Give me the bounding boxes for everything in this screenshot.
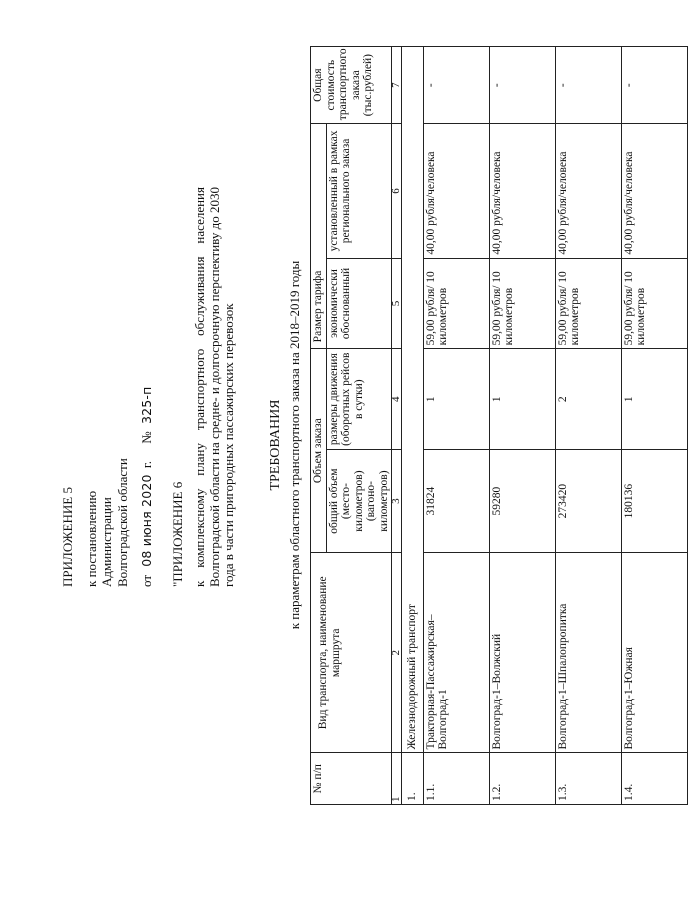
table-row: [489, 47, 555, 805]
row-traffic: 2: [555, 349, 621, 450]
header-tariff-regional: установленный в рамках регионального заказа: [326, 124, 392, 258]
date-value: 08 июня 2020: [139, 474, 154, 567]
table-row: [621, 47, 687, 805]
row-cost: -: [489, 47, 555, 124]
row-cost: -: [555, 47, 621, 124]
row-economic: 59,00 рубля/ 10 километров: [621, 258, 687, 349]
appendix5-line-2: Администрации: [99, 497, 114, 587]
row-traffic: 1: [621, 349, 687, 450]
appendix5-line-3: Волгоградской области: [114, 458, 130, 587]
document-subtitle: к параметрам областного транспортного заказа на 2018–2019 годы: [287, 260, 302, 630]
row-route: Волгоград-1–Шпалопропитка: [555, 553, 621, 753]
header-volume-group: Объем заказа: [311, 349, 327, 553]
appendix6-title: "ПРИЛОЖЕНИЕ 6: [170, 481, 185, 587]
column-number: 3: [392, 450, 402, 553]
header-tariff-economic: экономически обоснованный: [326, 258, 392, 349]
header-traffic-size: размеры движения (оборотных рейсов в сутки): [326, 349, 392, 450]
appendix6-text: к комплексному плану транспортного обслуживания населения Волгоградской области на средне- и долгосрочную перспективу до 2030 года в части пригородных пассажирских перевозок: [192, 187, 236, 587]
row-traffic: 1: [489, 349, 555, 450]
row-volume: 31824: [423, 450, 489, 553]
column-number: 2: [392, 553, 402, 753]
header-route: Вид транспорта, наименование маршрута: [311, 553, 392, 753]
section-row: [402, 47, 424, 805]
row-regional: 40,00 рубля/человека: [621, 124, 687, 258]
column-number: 7: [392, 47, 402, 124]
row-cost: -: [621, 47, 687, 124]
header-total-cost: Общая стоимость транспортного заказа (тыс.рублей): [311, 47, 392, 124]
row-regional: 40,00 рубля/человека: [423, 124, 489, 258]
row-volume: 273420: [555, 450, 621, 553]
row-economic: 59,00 рубля/ 10 километров: [423, 258, 489, 349]
date-suffix: г.: [139, 460, 154, 469]
number-value: 325-п: [139, 386, 154, 425]
document-title: ТРЕБОВАНИЯ: [268, 399, 283, 491]
row-cost: -: [423, 47, 489, 124]
row-regional: 40,00 рубля/человека: [555, 124, 621, 258]
appendix5-date-line: [139, 387, 155, 588]
row-route: Волгоград-1–Южная: [621, 553, 687, 753]
section-label: Железнодорожный транспорт: [402, 47, 424, 754]
header-total-volume: общий объем (место-километров) (вагоно-километров): [326, 450, 392, 553]
table-row: [423, 47, 489, 805]
column-number: 5: [392, 258, 402, 349]
row-num: 1.4.: [621, 753, 687, 805]
column-numbers-row: [392, 47, 402, 805]
column-number: 1: [392, 753, 402, 805]
row-num: 1.3.: [555, 753, 621, 805]
column-number: 6: [392, 124, 402, 258]
row-economic: 59,00 рубля/ 10 километров: [555, 258, 621, 349]
date-prefix: от: [139, 574, 154, 587]
row-num: 1.1.: [423, 753, 489, 805]
table-row: [555, 47, 621, 805]
header-row-1: [311, 47, 327, 805]
header-num: № п/п: [311, 753, 392, 805]
column-number: 4: [392, 349, 402, 450]
row-regional: 40,00 рубля/человека: [489, 124, 555, 258]
appendix5-block: [60, 387, 155, 588]
row-route: Тракторная-Пассажирская–Волгоград-1: [423, 553, 489, 753]
appendix5-line-1: к постановлению: [83, 490, 99, 587]
row-volume: 59280: [489, 450, 555, 553]
requirements-table: [310, 46, 688, 805]
row-volume: 180136: [621, 450, 687, 553]
row-traffic: 1: [423, 349, 489, 450]
section-num: 1.: [402, 753, 424, 805]
row-economic: 59,00 рубля/ 10 километров: [489, 258, 555, 349]
row-num: 1.2.: [489, 753, 555, 805]
appendix5-title: ПРИЛОЖЕНИЕ 5: [60, 487, 75, 587]
row-route: Волгоград-1–Волжский: [489, 553, 555, 753]
number-prefix: №: [139, 431, 154, 444]
header-tariff-group: Размер тарифа: [311, 124, 327, 349]
